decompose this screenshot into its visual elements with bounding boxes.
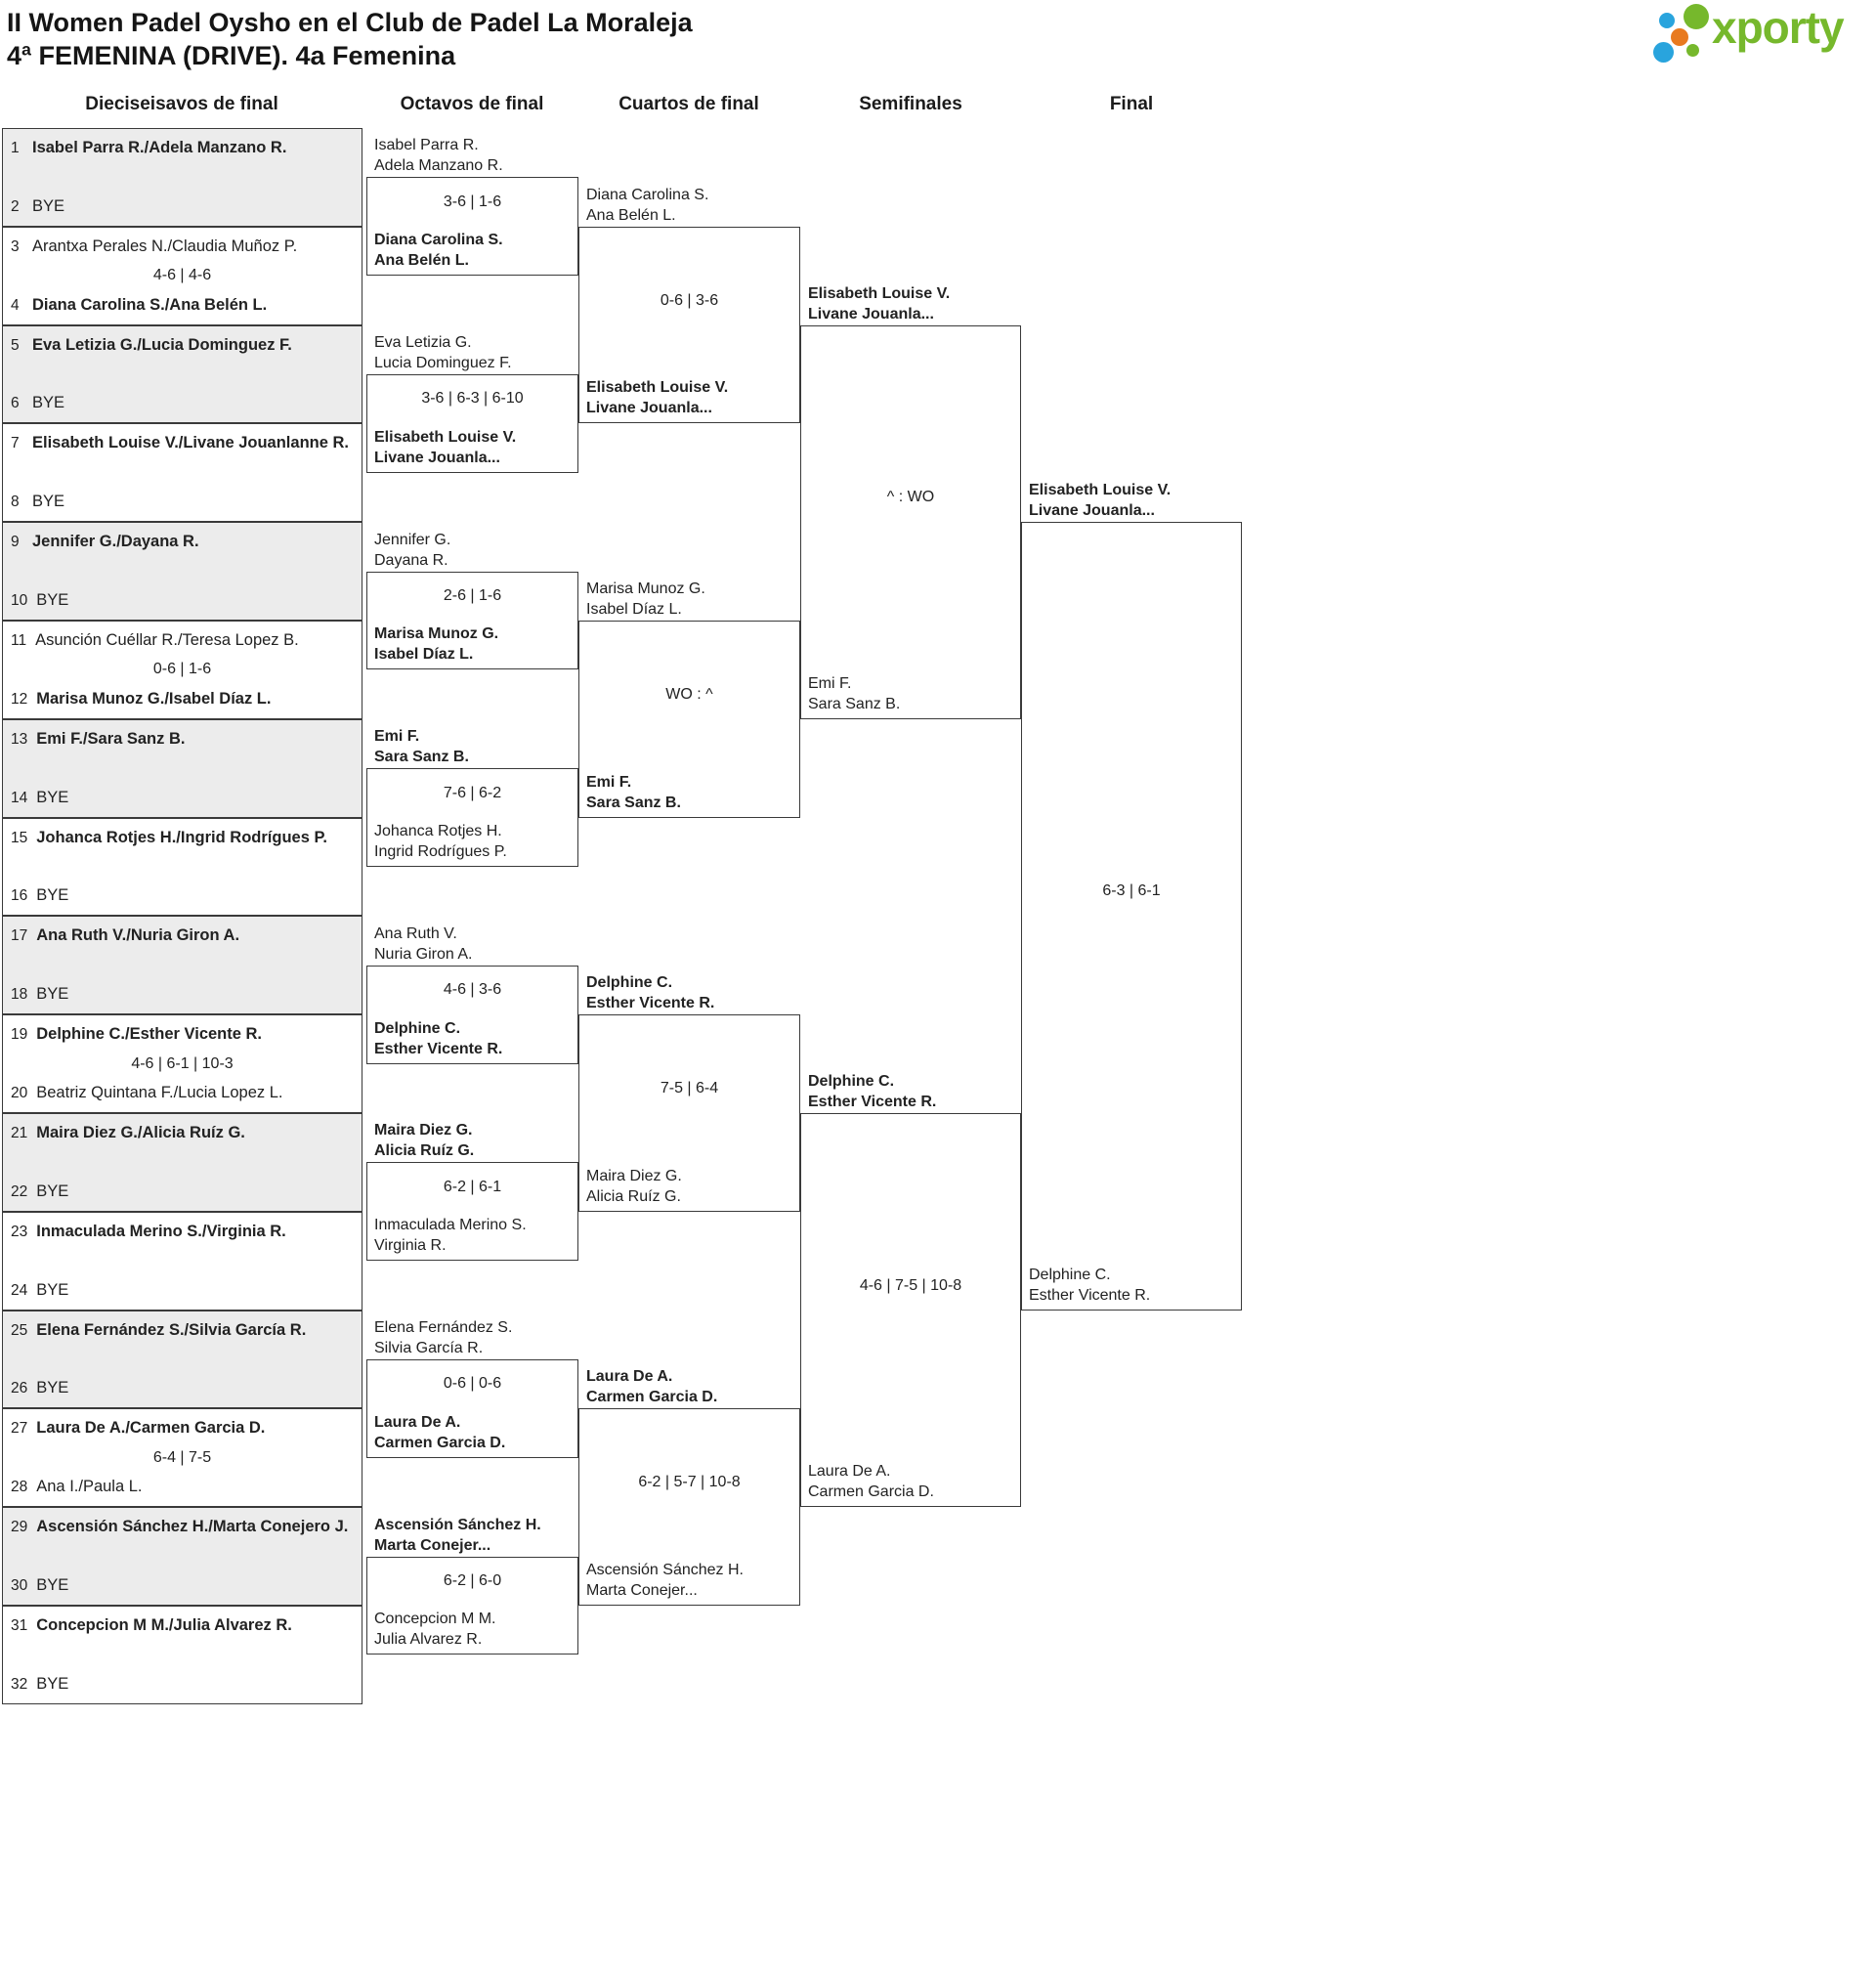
team-player: Elisabeth Louise V.: [586, 379, 729, 397]
team-player: Elisabeth Louise V.: [808, 284, 951, 302]
team-name: Delphine C./Esther Vicente R.: [36, 1025, 263, 1044]
team-name-bottom: [586, 772, 681, 813]
team-name: BYE: [36, 1182, 69, 1200]
seed-number: 21: [11, 1125, 28, 1141]
team-player: Marta Conejer...: [374, 1536, 491, 1554]
team-name-top: [1029, 480, 1171, 521]
seed-number: 2: [11, 197, 20, 215]
seed-number: 25: [11, 1321, 28, 1339]
match-score: 4-6 | 6-1 | 10-3: [131, 1054, 234, 1072]
match-box-r32: [2, 1212, 362, 1311]
seed-number: 28: [11, 1479, 28, 1496]
team-player: Ascensión Sánchez H.: [374, 1516, 541, 1533]
team-player: Sara Sanz B.: [374, 749, 469, 766]
bye-entry: [3, 394, 362, 412]
round-header-final: Final: [1109, 94, 1154, 114]
team-player: Livane Jouanla...: [1029, 502, 1155, 520]
team-name: Emi F./Sara Sanz B.: [36, 729, 186, 748]
match-box-qf: [578, 186, 800, 424]
match-score: 6-3 | 6-1: [1102, 882, 1161, 900]
team-player: Marisa Munoz G.: [586, 580, 705, 597]
team-player: Elisabeth Louise V.: [374, 428, 517, 446]
team-entry: [3, 1124, 362, 1142]
team-player: Carmen Garcia D.: [808, 1483, 934, 1501]
seed-number: 26: [11, 1380, 28, 1397]
team-player: Esther Vicente R.: [1029, 1286, 1151, 1304]
seed-number: 14: [11, 789, 28, 806]
team-player: Elena Fernández S.: [374, 1319, 513, 1336]
seed-number: 7: [11, 435, 20, 452]
team-name-bottom: [374, 1018, 502, 1059]
team-name: Ascensión Sánchez H./Marta Conejero J.: [36, 1518, 349, 1536]
team-name: Ana Ruth V./Nuria Giron A.: [36, 926, 240, 945]
team-player: Emi F.: [374, 728, 420, 746]
match-score: 0-6 | 0-6: [443, 1375, 502, 1393]
match-score: WO : ^: [665, 685, 713, 703]
team-name-top: [374, 530, 450, 571]
team-player: Inmaculada Merino S.: [374, 1217, 527, 1234]
team-name-top: [374, 1120, 474, 1161]
team-player: Eva Letizia G.: [374, 334, 472, 351]
team-entry: [3, 730, 362, 749]
team-name-top: [586, 972, 714, 1013]
match-score: 7-5 | 6-4: [660, 1079, 719, 1096]
team-name: Eva Letizia G./Lucia Dominguez F.: [32, 335, 292, 354]
team-name-top: [808, 1071, 936, 1112]
team-player: Maira Diez G.: [586, 1167, 682, 1184]
round-header-cuartos: Cuartos de final: [618, 94, 759, 114]
xporty-logo[interactable]: [1651, 0, 1847, 68]
team-name: BYE: [36, 1674, 69, 1693]
match-score: 6-2 | 6-0: [443, 1571, 502, 1589]
team-entry: [3, 1518, 362, 1536]
team-player: Ingrid Rodrígues P.: [374, 842, 507, 860]
team-name-top: [374, 135, 503, 176]
team-entry: [3, 434, 362, 452]
team-name-bottom: [374, 623, 498, 665]
team-player: Johanca Rotjes H.: [374, 822, 502, 839]
team-entry: [3, 1223, 362, 1241]
team-entry: [3, 533, 362, 551]
team-player: Esther Vicente R.: [586, 995, 715, 1012]
round-header-semifinales: Semifinales: [859, 94, 962, 114]
team-name: BYE: [32, 196, 65, 215]
bye-entry: [3, 789, 362, 807]
team-name: Diana Carolina S./Ana Belén L.: [32, 295, 268, 314]
logo-dot-icon: [1653, 42, 1674, 63]
team-name-bottom: [808, 1461, 934, 1502]
bye-entry: [3, 591, 362, 610]
seed-number: 11: [11, 632, 27, 649]
seed-number: 3: [11, 237, 20, 255]
team-player: Jennifer G.: [374, 531, 451, 548]
bye-entry: [3, 493, 362, 511]
team-name-top: [374, 1515, 541, 1556]
match-box-r32: [2, 1606, 362, 1704]
seed-number: 12: [11, 690, 28, 708]
team-name-bottom: [1029, 1265, 1150, 1306]
logo-dot-icon: [1686, 44, 1699, 57]
match-score: 4-6 | 7-5 | 10-8: [859, 1276, 962, 1294]
team-player: Delphine C.: [808, 1073, 895, 1090]
seed-number: 30: [11, 1576, 28, 1594]
team-name: Elisabeth Louise V./Livane Jouanlanne R.: [32, 434, 349, 452]
team-player: Ana Belén L.: [374, 252, 469, 270]
team-player: Marta Conejer...: [586, 1581, 698, 1599]
match-score: 4-6 | 3-6: [443, 981, 502, 999]
team-name-bottom: [586, 1560, 744, 1601]
match-box-r32: [2, 227, 362, 325]
bye-entry: [3, 1281, 362, 1300]
match-box-r32: [2, 1408, 362, 1507]
match-score: ^ : WO: [886, 489, 935, 506]
team-name-top: [586, 579, 705, 620]
logo-dot-icon: [1684, 4, 1709, 29]
team-player: Alicia Ruíz G.: [374, 1142, 475, 1160]
team-player: Dayana R.: [374, 551, 448, 569]
team-name: BYE: [36, 1280, 69, 1299]
seed-number: 22: [11, 1182, 28, 1200]
team-name: Ana I./Paula L.: [36, 1478, 143, 1496]
match-box-qf: [578, 974, 800, 1212]
team-player: Carmen Garcia D.: [586, 1389, 718, 1406]
match-box-r16: [366, 728, 578, 867]
team-name: Concepcion M M./Julia Alvarez R.: [36, 1616, 292, 1634]
team-name-bottom: [374, 427, 516, 468]
match-box-r16: [366, 1122, 578, 1261]
match-box-r32: [2, 719, 362, 818]
match-score: 3-6 | 1-6: [443, 193, 502, 210]
match-score: 0-6 | 3-6: [660, 291, 719, 309]
seed-number: 13: [11, 730, 28, 748]
seed-number: 31: [11, 1617, 28, 1634]
team-name: Marisa Munoz G./Isabel Díaz L.: [36, 689, 272, 708]
team-name-top: [374, 924, 472, 965]
match-score: 6-2 | 5-7 | 10-8: [638, 1474, 741, 1491]
team-player: Emi F.: [808, 674, 852, 692]
match-score: 3-6 | 6-3 | 6-10: [421, 390, 524, 408]
team-name-bottom: [586, 1166, 682, 1207]
team-player: Delphine C.: [1029, 1266, 1111, 1283]
team-player: Carmen Garcia D.: [374, 1434, 506, 1451]
team-player: Diana Carolina S.: [586, 186, 709, 203]
team-player: Esther Vicente R.: [808, 1094, 937, 1110]
round-header-octavos: Octavos de final: [400, 94, 544, 114]
match-box-sf: [800, 1073, 1021, 1507]
match-box-r16: [366, 334, 578, 473]
team-entry: [3, 139, 362, 157]
team-name-bottom: [586, 377, 728, 418]
team-name-top: [586, 1366, 717, 1407]
team-name: Isabel Parra R./Adela Manzano R.: [32, 139, 287, 156]
match-score: 7-6 | 6-2: [443, 784, 502, 801]
bye-entry: [3, 886, 362, 905]
match-score: 2-6 | 1-6: [443, 586, 502, 604]
team-name-top: [374, 332, 512, 373]
match-box-r32: [2, 522, 362, 621]
bye-entry: [3, 197, 362, 216]
team-player: Isabel Parra R.: [374, 137, 479, 154]
bye-entry: [3, 1379, 362, 1397]
seed-number: 1: [11, 140, 20, 156]
team-player: Sara Sanz B.: [808, 695, 901, 712]
match-box-qf: [578, 1368, 800, 1606]
team-entry: [3, 829, 362, 847]
seed-number: 27: [11, 1420, 28, 1438]
match-box-r32: [2, 1311, 362, 1409]
team-player: Nuria Giron A.: [374, 945, 473, 963]
team-player: Ascensión Sánchez H.: [586, 1561, 744, 1578]
logo-dot-icon: [1671, 28, 1688, 46]
match-box-r16: [366, 1319, 578, 1458]
team-name-bottom: [374, 821, 507, 862]
team-name: Beatriz Quintana F./Lucia Lopez L.: [36, 1083, 283, 1101]
team-name-bottom: [374, 230, 503, 271]
team-name: BYE: [36, 1379, 69, 1397]
bye-entry: [3, 1182, 362, 1201]
match-score: 6-2 | 6-1: [443, 1178, 502, 1195]
team-player: Diana Carolina S.: [374, 232, 503, 249]
team-name-top: [586, 185, 708, 226]
team-name: BYE: [32, 493, 65, 511]
team-entry: [3, 1321, 362, 1340]
match-box-r32: [2, 916, 362, 1014]
team-name-bottom: [374, 1215, 527, 1256]
match-box-r16: [366, 1516, 578, 1655]
team-entry: [3, 1616, 362, 1635]
team-name: BYE: [36, 788, 69, 806]
match-box-sf: [800, 284, 1021, 719]
seed-number: 18: [11, 986, 28, 1004]
seed-number: 15: [11, 829, 28, 846]
team-player: Ana Ruth V.: [374, 924, 457, 942]
seed-number: 9: [11, 534, 20, 551]
team-name: Jennifer G./Dayana R.: [32, 533, 199, 551]
match-box-final: [1021, 482, 1242, 1310]
team-name-bottom: [808, 673, 900, 714]
seed-number: 29: [11, 1519, 28, 1536]
team-name: Laura De A./Carmen Garcia D.: [36, 1419, 266, 1438]
match-box-r32: [2, 423, 362, 522]
team-player: Livane Jouanla...: [374, 449, 500, 466]
team-name: BYE: [36, 1575, 69, 1594]
team-name: Maira Diez G./Alicia Ruíz G.: [36, 1124, 245, 1141]
team-name: BYE: [36, 590, 69, 609]
seed-number: 6: [11, 395, 20, 412]
match-score: 0-6 | 1-6: [152, 661, 212, 678]
team-player: Sara Sanz B.: [586, 794, 681, 811]
page-title: [7, 6, 693, 72]
match-box-r32: [2, 621, 362, 719]
team-player: Isabel Díaz L.: [374, 646, 474, 664]
match-box-r16: [366, 924, 578, 1064]
team-name: Asunción Cuéllar R./Teresa Lopez B.: [35, 631, 299, 649]
team-name-top: [374, 1317, 512, 1358]
seed-number: 23: [11, 1223, 28, 1240]
team-player: Silvia García R.: [374, 1340, 484, 1356]
match-box-qf: [578, 580, 800, 818]
team-player: Delphine C.: [586, 974, 673, 992]
seed-number: 4: [11, 296, 20, 314]
team-name: Arantxa Perales N./Claudia Muñoz P.: [32, 236, 298, 255]
team-player: Laura De A.: [374, 1413, 461, 1431]
team-entry: [3, 336, 362, 355]
team-player: Concepcion M M.: [374, 1611, 496, 1628]
match-box-r32: [2, 1113, 362, 1212]
team-player: Livane Jouanla...: [808, 305, 934, 322]
logo-wordmark: xporty: [1712, 2, 1844, 53]
team-player: Isabel Díaz L.: [586, 601, 682, 618]
team-player: Alicia Ruíz G.: [586, 1187, 681, 1205]
seed-number: 8: [11, 494, 20, 511]
team-player: Maira Diez G.: [374, 1122, 473, 1139]
seed-number: 19: [11, 1026, 28, 1044]
match-box-r32: [2, 128, 362, 227]
seed-number: 5: [11, 336, 20, 354]
team-name-top: [374, 726, 469, 767]
team-player: Laura De A.: [808, 1463, 891, 1481]
match-box-r16: [366, 137, 578, 276]
seed-number: 17: [11, 927, 28, 945]
team-player: Emi F.: [586, 773, 632, 791]
match-box-r32: [2, 1507, 362, 1606]
team-entry: [3, 926, 362, 945]
round-header-dieciseisavos: Dieciseisavos de final: [85, 94, 278, 114]
team-name: Elena Fernández S./Silvia García R.: [36, 1320, 307, 1339]
match-box-r32: [2, 1014, 362, 1113]
match-score: 4-6 | 4-6: [152, 267, 212, 284]
team-name-bottom: [374, 1609, 496, 1650]
bye-entry: [3, 985, 362, 1004]
team-player: Livane Jouanla...: [586, 400, 712, 417]
logo-dot-icon: [1659, 13, 1675, 28]
team-name: Inmaculada Merino S./Virginia R.: [36, 1222, 286, 1240]
team-player: Ana Belén L.: [586, 206, 676, 224]
team-player: Adela Manzano R.: [374, 157, 503, 175]
team-player: Esther Vicente R.: [374, 1040, 503, 1057]
team-player: Elisabeth Louise V.: [1029, 482, 1172, 499]
seed-number: 16: [11, 887, 28, 905]
seed-number: 10: [11, 591, 28, 609]
team-player: Julia Alvarez R.: [374, 1631, 483, 1649]
match-box-r16: [366, 531, 578, 670]
team-name: BYE: [36, 886, 69, 905]
bye-entry: [3, 1675, 362, 1694]
bye-entry: [3, 1576, 362, 1595]
team-player: Virginia R.: [374, 1237, 447, 1255]
team-player: Marisa Munoz G.: [374, 625, 499, 643]
seed-number: 20: [11, 1084, 28, 1101]
tournament-name: II Women Padel Oysho en el Club de Padel La Moraleja: [7, 8, 693, 37]
team-name: BYE: [32, 394, 65, 412]
match-score: 6-4 | 7-5: [152, 1448, 212, 1466]
match-box-r32: [2, 818, 362, 917]
match-box-r32: [2, 325, 362, 424]
seed-number: 32: [11, 1675, 28, 1693]
team-player: Lucia Dominguez F.: [374, 355, 512, 371]
category-name: 4ª FEMENINA (DRIVE). 4a Femenina: [7, 41, 456, 70]
team-name-bottom: [374, 1412, 505, 1453]
team-player: Delphine C.: [374, 1019, 461, 1037]
seed-number: 24: [11, 1281, 28, 1299]
team-name: BYE: [36, 985, 69, 1004]
team-player: Laura De A.: [586, 1368, 673, 1386]
team-name-top: [808, 283, 950, 324]
team-name: Johanca Rotjes H./Ingrid Rodrígues P.: [36, 828, 327, 846]
